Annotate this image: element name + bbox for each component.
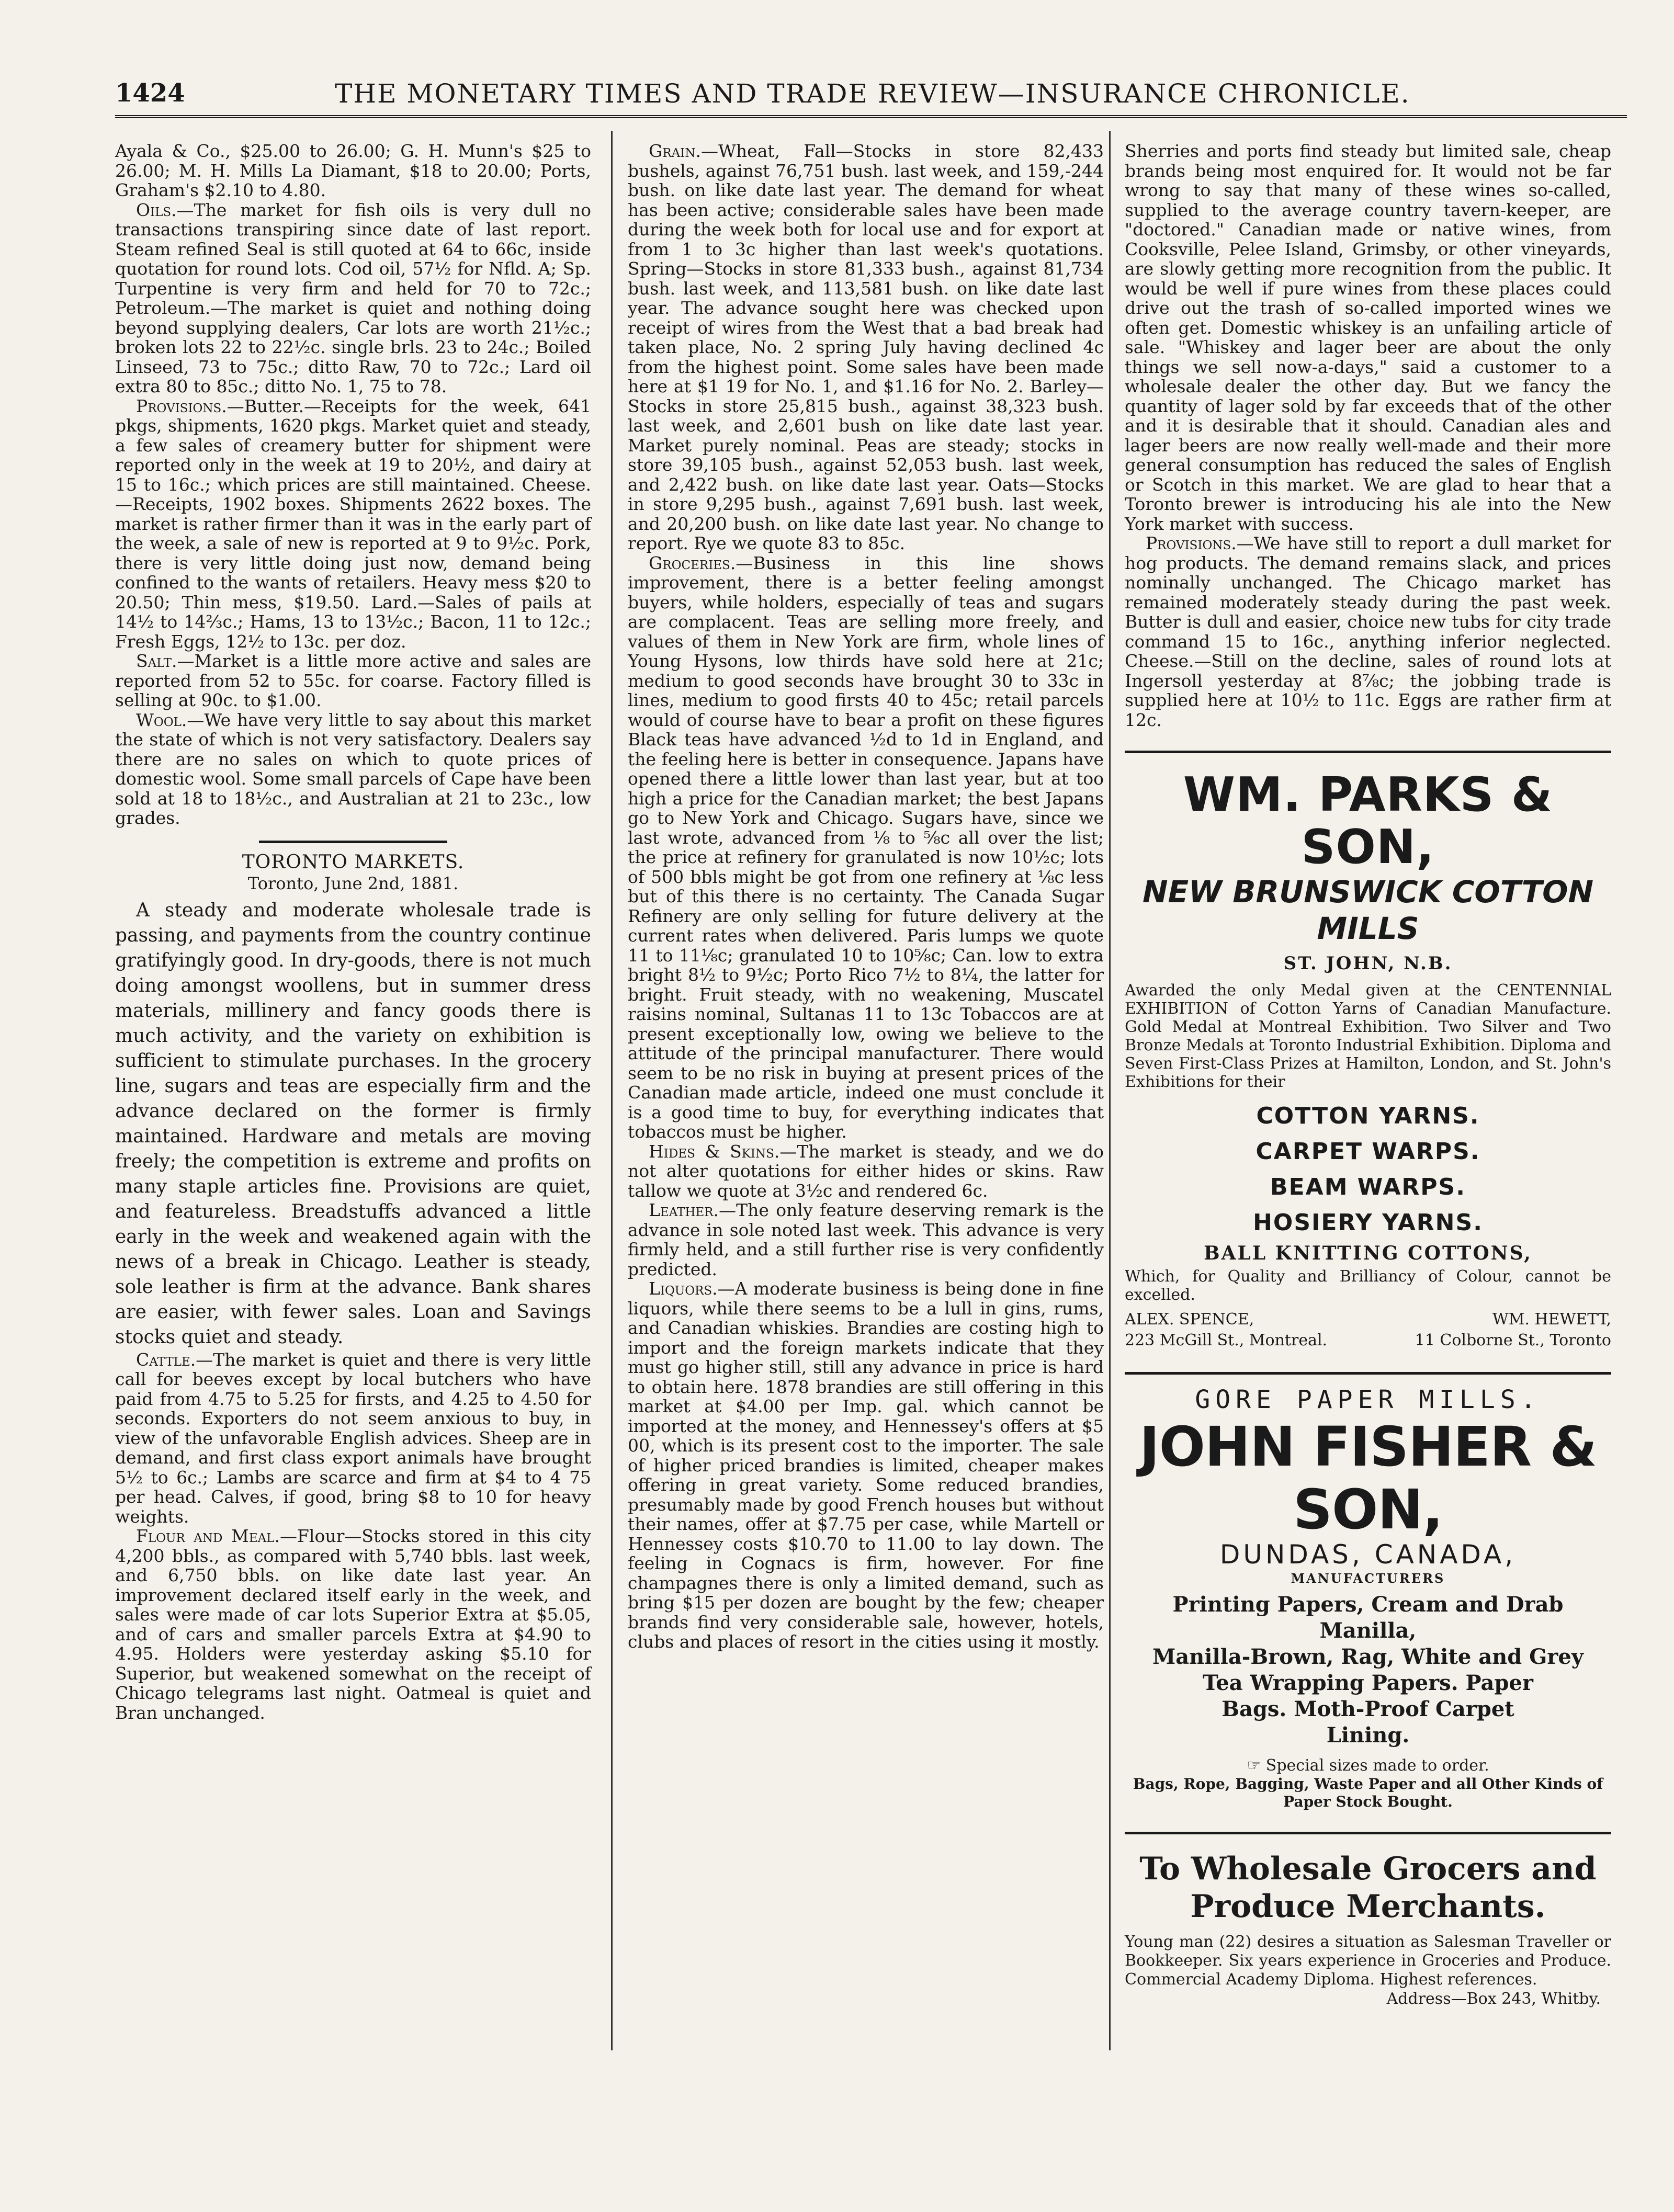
paragraph-text: —We have very little to say about this market the state of which is not very satisfactory. Dealers say there are no sales on which to quote prices of domestic wool. Some small parcels of Cape have been sold at 18 to 18½c., and Australian at 21 to 23c., low grades.: [115, 709, 591, 828]
paragraph-text: —A moderate business is being done in fine liquors, while there seems to be a lull in gins, rums, and Canadian whiskies. Brandies are costing high to import and the foreign markets indicate that they must go higher still, still any advance in price is hard to obtain here. 1878 brandies are still offering in this market at $4.00 per Imp. gal. which cannot be imported at the money, and Hennessey's offers at $5 00, which is its present cost to the importer. The sale of higher priced brandies is limited, cheaper makes offering in great variety. Some reduced brandies, presumably made by good French houses but without their names, offer at $7.75 per case, while Martell or Hennessey costs $10.70 to 11.00 to lay down. The feeling in Cognacs is firm, however. For fine champagnes there is only a limited demand, such as bring $15 per dozen are bought by the few; cheaper brands find very considerable sale, however, hotels, clubs and places of resort in the cities using it mostly.: [628, 1278, 1104, 1652]
paragraph-text: —Butter.—Receipts for the week, 641 pkgs, shipments, 1620 pkgs. Market quiet and steady, a few sales of creamery butter for shipment were reported only in the week at 19 to 20½, and dairy at 15 to 16c.; which prices are still maintained. Cheese.—Receipts, 1902 boxes. Shipments 2622 boxes. The market is rather firmer than it was in the early part of the week, a sale of new is reported at 9 to 9½c. Pork, there is very little doing just now, demand being confined to the wants of retailers. Heavy mess $20 to 20.50; Thin mess, $19.50. Lard.—Sales of pails at 14½ to 14⅔c.; Hams, 13 to 13½c.; Bacon, 11 to 12c.; Fresh Eggs, 12½ to 13c. per doz.: [115, 395, 591, 652]
product-line: Tea Wrapping Papers. Paper: [1203, 1670, 1533, 1695]
ad-city: ST. JOHN, N.B.: [1283, 953, 1453, 974]
agent-names: [1125, 1309, 1611, 1330]
rubric: Provisions.: [1146, 533, 1237, 553]
provisions-paragraph: [115, 396, 591, 652]
provisions-paragraph: [1125, 534, 1611, 730]
agent-addresses: [1125, 1330, 1611, 1351]
rubric: Hides & Skins.: [649, 1141, 780, 1162]
rubric: Leather.: [649, 1200, 719, 1220]
paragraph-text: —Flour—Stocks stored in this city 4,200 bbls., as compared with 5,740 bbls. last week, and 6,750 bbls. on like date last year. An improvement declared itself early in the week, and sales were made of car lots Superior Extra at $5.05, and of cars and smaller parcels Extra at $4.90 to 4.95. Holders were yesterday asking $5.10 for Superior, but weakened somewhat on the receipt of Chicago telegrams last night. Oatmeal is quiet and Bran unchanged.: [115, 1526, 592, 1723]
ad-rule: [1125, 1832, 1611, 1834]
liquors-paragraph: [628, 1279, 1104, 1652]
leather-paragraph: [628, 1200, 1104, 1279]
parks-advertisement: [1125, 769, 1611, 1351]
rubric: Liquors.: [649, 1278, 718, 1299]
paragraph-text: —Wheat, Fall—Stocks in store 82,433 bushels, against 76,751 bush. last week, and 159,-244 bush. on like date last year. The demand for wheat has been active; considerable sales have been made during the week both for local use and for export at from 1 to 3c higher than last week's quotations. Spring—Stocks in store 81,333 bush., against 81,734 bush. last week, and 113,581 bush. on like date last year. The advance sought here was checked upon receipt of wires from the West that a bad break had taken place, No. 2 spring July having declined 4c from the highest point. Some sales have been made here at $1 19 for No. 1, and $1.16 for No. 2. Barley—Stocks in store 25,815 bush., against 38,323 bush. last week, and 2,601 bush on like date last year. Market purely nominal. Peas are steady; stocks in store 39,105 bush., against 52,053 bush. last week, and 2,422 bush. on like date last year. Oats—Stocks in store 9,295 bush., against 7,691 bush. last week, and 20,200 bush. on like date last year. No change to report. Rye we quote 83 to 85c.: [628, 141, 1104, 553]
wool-paragraph: [115, 710, 591, 828]
special-note: ☞ Special sizes made to order.: [1247, 1756, 1489, 1775]
rubric: Cattle.: [136, 1349, 196, 1370]
paragraph-text: —Market is a little more active and sales are reported from 52 to 55c. for coarse. Factory filled is selling at 90c. to $1.00.: [115, 651, 591, 710]
toronto-paragraph: A steady and moderate wholesale trade is passing, and payments from the country continue gratifyingly good. In dry-goods, there is not much doing amongst woollens, but in summer dress materials, millinery and fancy goods there is much activity, and the variety on exhibition is sufficient to stimulate purchases. In the grocery line, sugars and teas are especially firm and the advance declared on the former is firmly maintained. Hardware and metals are moving freely; the competition is extreme and profits on many staple articles fine. Provisions are quiet, and featureless. Breadstuffs advanced a little early in the week and weakened again with the news of a break in Chicago. Leather is steady, sole leather is firm at the advance. Bank shares are easier, with fewer sales. Loan and Savings stocks quiet and steady.: [115, 899, 591, 1348]
product-line: Manilla-Brown, Rag, White and Grey: [1152, 1644, 1584, 1669]
product-item: COTTON YARNS.: [1256, 1102, 1480, 1129]
product-line: Lining.: [1326, 1722, 1410, 1748]
rubric: Salt.: [136, 651, 177, 671]
agent-address: 11 Colborne St., Toronto: [1415, 1331, 1611, 1349]
oils-paragraph: [115, 200, 591, 396]
ad-label: MANUFACTURERS: [1291, 1571, 1445, 1586]
fisher-advertisement: [1125, 1385, 1611, 1811]
ad-subtitle: NEW BRUNSWICK COTTON MILLS: [1142, 874, 1594, 946]
stock-note: Bags, Rope, Bagging, Waste Paper and all Other Kinds of Paper Stock Bought.: [1133, 1775, 1603, 1810]
product-line: Printing Papers, Cream and Drab Manilla,: [1172, 1592, 1564, 1643]
ad-title: JOHN FISHER & SON,: [1139, 1414, 1597, 1541]
ad-text: Young man (22) desires a situation as Salesman Traveller or Bookkeeper. Six years experience in Groceries and Produce. Commercial Academy Diploma. Highest references.: [1125, 1933, 1611, 1989]
rubric: Flour and Meal.: [136, 1526, 280, 1546]
paragraph-text: —Business in this line shows improvement, there is a better feeling amongst buyers, while holders, especially of teas and sugars are complacent. Teas are selling more freely, and values of them in New York are firm, whole lines of Young Hysons, low thirds have sold here at 21c; medium to good seconds have brought 30 to 33c in lines, medium to good firsts 40 to 45c; retail parcels would of course have to bear a profit on these figures Black teas have advanced ½d to 1d in England, and the feeling here is better in consequence. Japans have opened there a little lower than last year, but at too high a price for the Canadian market; the best Japans go to New York and Chicago. Sugars have, since we last wrote, advanced from ⅛ to ⅝c all over the list; the price at refinery for granulated is now 10½c; lots of 500 bbls might be got from one refinery at ⅛c less but of this there is no certainty. The Canada Sugar Refinery are only selling for future delivery at the current rates when delivered. Paris lumps we quote 11 to 11⅛c; granulated 10 to 10⅝c; Can. low to extra bright 8½ to 9½c; Porto Rico 7½ to 8¼, the latter for bright. Fruit steady, with no weakening, Muscatel raisins nominal, Sultanas 11 to 13c Tobaccos are at present exceptionally low, owing we believe to the attitude of the principal manufacturer. There would seem to be no risk in buying at present prices of the Canadian made article, indeed one must conclude it is a good time to buy, for everything indicates that tobaccos must be higher.: [628, 552, 1104, 1142]
agent-name: ALEX. SPENCE,: [1125, 1310, 1254, 1329]
dateline: Toronto, June 2nd, 1881.: [247, 874, 459, 893]
paragraph-text: —We have still to report a dull market for hog products. The demand remains slack, and prices nominally unchanged. The Chicago market has remained moderately steady during the past week. Butter is dull and easier, choice new tubs for city trade command 15 to 16c., anything inferior neglected. Cheese.—Still on the decline, sales of round lots at Ingersoll yesterday at 8⅞c; the jobbing trade is supplied here at 10½ to 11c. Eggs are rather firm at 12c.: [1125, 533, 1611, 730]
wholesale-advertisement: [1125, 1850, 1611, 2009]
paragraph-text: —The only feature deserving remark is the advance in sole noted last week. This advance is very firmly held, and a still further rise is very confidently predicted.: [628, 1200, 1104, 1279]
header-rule: [115, 115, 1627, 118]
ball-cottons: BALL KNITTING COTTONS,: [1204, 1242, 1532, 1264]
rubric: Groceries.: [649, 552, 736, 573]
flour-paragraph: [115, 1526, 591, 1722]
page-title: THE MONETARY TIMES AND TRADE REVIEW—INSURANCE CHRONICLE.: [335, 78, 1410, 109]
section-rule: [259, 841, 447, 843]
rubric: Oils.: [136, 199, 177, 220]
product-item: CARPET WARPS.: [1255, 1138, 1480, 1165]
cattle-paragraph: [115, 1350, 591, 1527]
page-header: [115, 78, 1548, 120]
paragraph-text: —The market for fish oils is very dull no transactions transpiring since date of last report. Steam refined Seal is still quoted at 64 to 66c, inside quotation for round lots. Cod oil, 57½ for Nfld. A; Sp. Turpentine is very firm and held for 70 to 72c.; Petroleum.—The market is quiet and nothing doing beyond supplying dealers, Car lots are worth 21½c.; broken lots 22 to 22½c. single brls. 23 to 24c.; Boiled Linseed, 73 to 75c.; ditto Raw, 70 to 72c.; Lard oil extra 80 to 85c.; ditto No. 1, 75 to 78.: [115, 199, 591, 396]
ad-city: DUNDAS, CANADA,: [1219, 1539, 1517, 1570]
sherries-paragraph: Sherries and ports find steady but limited sale, cheap brands being most enquired for. It would not be far wrong to say that many of these wines so-called, supplied to the average country tavern-keeper, are "doctored." Canadian made or native wines, from Cooksville, Pelee Island, Grimsby, or other vineyards, are slowly getting more recognition from the public. It would be well if pure wines from these places could drive out the trash of so-called imported wines we often get. Domestic whiskey is an unfailing article of sale. "Whiskey and lager beer are about the only things we sell now-a-days," said a customer to a wholesale dealer the other day. But we fancy the quantity of lager sold by far exceeds that of the other and it is desirable that it should. Canadian ales and lager beers are now really well-made and their more general consumption has reduced the sales of English or Scotch in this market. We are glad to hear that a Toronto brewer is introducing his ale into the New York market with success.: [1125, 141, 1611, 534]
paragraph: Ayala & Co., $25.00 to 26.00; G. H. Munn's $25 to 26.00; M. H. Mills La Diamant, $18 to 20.00; Ports, Graham's $2.10 to 4.80.: [115, 141, 591, 200]
rubric: Wool.: [136, 709, 187, 730]
quality-text: Which, for Quality and Brilliancy of Colour, cannot be excelled.: [1125, 1267, 1611, 1304]
ad-rule: [1125, 751, 1611, 753]
rubric: Provisions.: [136, 395, 227, 416]
ad-address: Address—Box 243, Whitby.: [1386, 1990, 1601, 2008]
product-item: BEAM WARPS.: [1270, 1173, 1466, 1200]
product-list: [1125, 1098, 1611, 1241]
gore-heading: GORE PAPER MILLS.: [1195, 1385, 1541, 1414]
hides-paragraph: [628, 1142, 1104, 1201]
product-line: Bags. Moth-Proof Carpet: [1221, 1696, 1514, 1721]
ad-title: WM. PARKS & SON,: [1183, 767, 1553, 875]
column-rule: [611, 131, 613, 2050]
agent-name: WM. HEWETT,: [1492, 1310, 1611, 1329]
grain-paragraph: [628, 141, 1104, 553]
ad-rule: [1125, 1372, 1611, 1375]
rubric: Grain.: [649, 141, 701, 161]
salt-paragraph: [115, 651, 591, 710]
paragraph-text: —The market is steady, and we do not alter quotations for either hides or skins. Raw tallow we quote at 3½c and rendered 6c.: [628, 1141, 1104, 1201]
column-rule: [1109, 131, 1111, 2050]
column-3: [1125, 141, 1611, 2009]
ad-title: To Wholesale Grocers and Produce Merchants.: [1139, 1851, 1597, 1925]
product-item: HOSIERY YARNS.: [1253, 1209, 1483, 1236]
agent-address: 223 McGill St., Montreal.: [1125, 1331, 1328, 1349]
ad-text: Awarded the only Medal given at the CENTENNIAL EXHIBITION of Cotton Yarns of Canadian Manufacture. Gold Medal at Montreal Exhibition. Two Silver and Two Bronze Medals at Toronto Industrial Exhibition. Diploma and Seven First-Class Prizes at Hamilton, London, and St. John's Exhibitions for their: [1125, 981, 1611, 1091]
section-heading: TORONTO MARKETS.: [242, 851, 465, 873]
column-1: [115, 141, 591, 1722]
page-number: 1424: [115, 78, 185, 108]
column-2: [628, 141, 1104, 1652]
paragraph-text: —The market is quiet and there is very little call for beeves except by local butchers who have paid from 4.75 to 5.25 for firsts, and 4.25 to 4.50 for seconds. Exporters do not seem anxious to buy, in view of the unfavorable English advices. Sheep are in demand, and first class export animals have brought 5½ to 6c.; Lambs are scarce and firm at $4 to 4 75 per head. Calves, if good, bring $8 to 10 for heavy weights.: [115, 1349, 591, 1527]
groceries-paragraph: [628, 553, 1104, 1142]
